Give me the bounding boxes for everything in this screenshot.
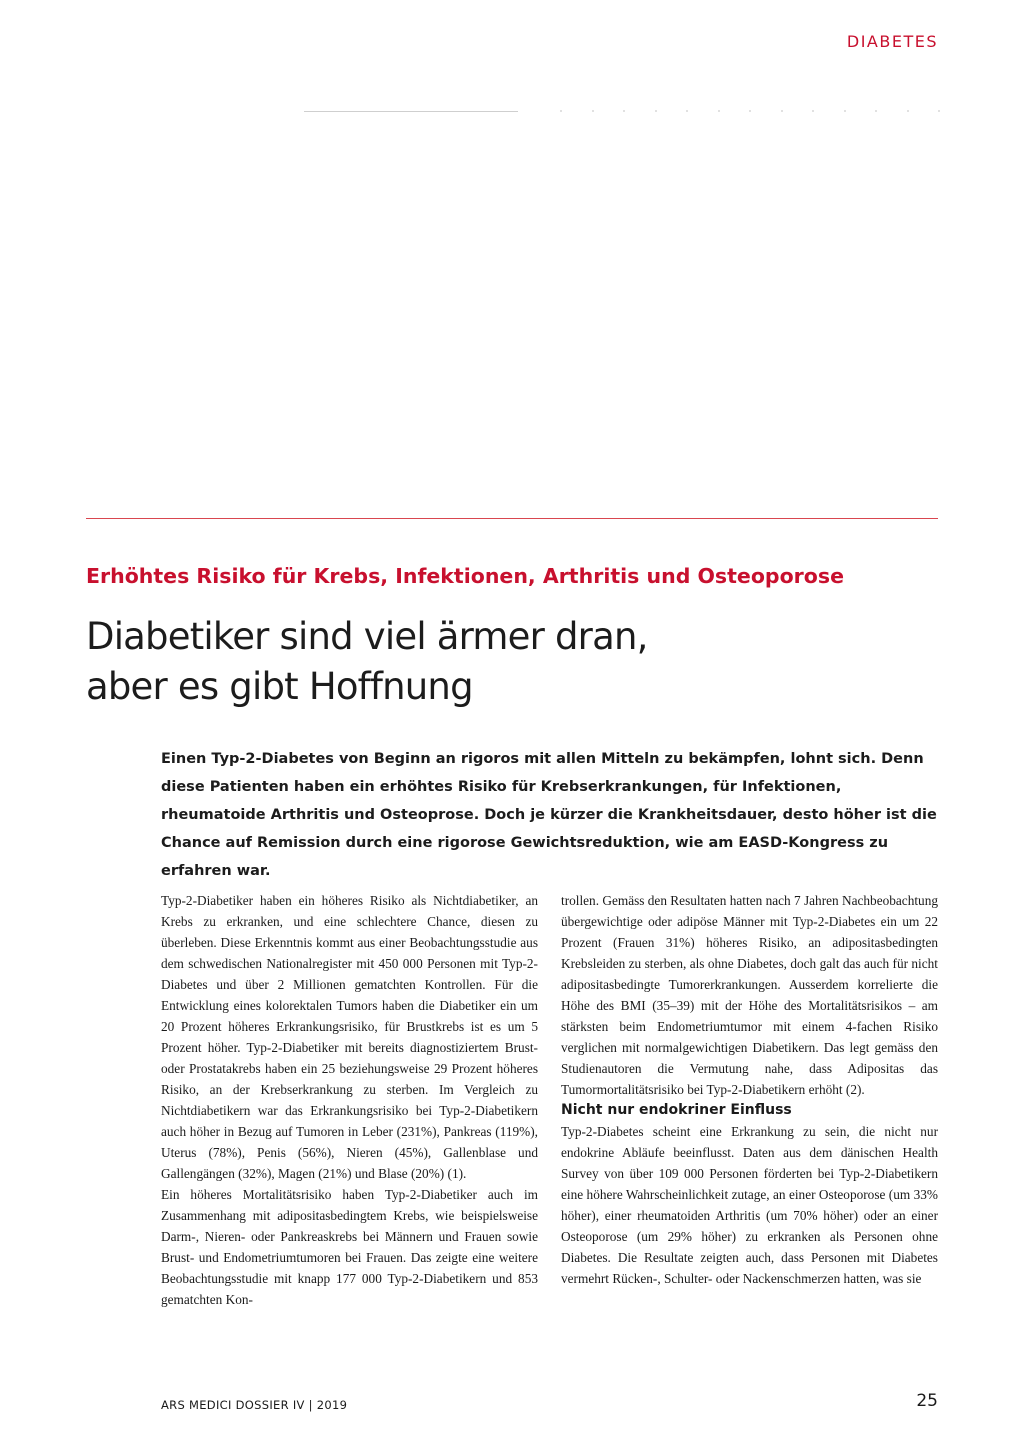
body-paragraph: Ein höheres Mortalitätsrisiko haben Typ-2-Diabetiker auch im Zusammenhang mit adipositasbedingtem Krebs, wie beispielsweise Darm-, Nieren- oder Pankreaskrebs bei Männern und Frauen sowie Brust- und Endometriumtumoren bei Frauen. Das zeigte eine weitere Beobachtungsstudie mit knapp 177 000 Typ-2-Diabetikern und 853 gematchten Kon- [161, 1187, 538, 1307]
headline-line-1: Diabetiker sind viel ärmer dran, [86, 615, 648, 658]
body-column-left [161, 890, 538, 1310]
body-paragraph: trollen. Gemäss den Resultaten hatten nach 7 Jahren Nachbeobachtung übergewichtige oder adipöse Männer mit Typ-2-Diabetes ein um 22 Prozent (Frauen 31%) höheres Risiko, an adipositasbedingten Krebsleiden zu sterben, als ohne Diabetes, doch galt das auch für nicht adipositasbedingte Tumorerkrankungen. Ausserdem korrelierte die Höhe des BMI (35–39) mit der Höhe des Mortalitätsrisikos – am stärksten beim Endometriumtumor mit einem 4-fachen Risiko verglichen mit normalgewichtigen Diabetikern. Das legt gemäss den Studienautoren die Vermutung nahe, dass Adipositas das Tumormortalitätsrisiko bei Typ-2-Diabetikern erhöht (2). [561, 893, 938, 1097]
headline-line-2: aber es gibt Hoffnung [86, 665, 473, 708]
footer-publication: ARS MEDICI DOSSIER IV | 2019 [161, 1398, 348, 1412]
section-tag: DIABETES [846, 32, 938, 51]
section-subheading: Nicht nur endokriner Einfluss [561, 1102, 792, 1118]
article-lead: Einen Typ-2-Diabetes von Beginn an rigoros mit allen Mitteln zu bekämpfen, lohnt sich. Denn diese Patienten haben ein erhöhtes Risiko für Krebserkrankungen, für Infektionen, rheumatoide Arthritis und Osteoprose. Doch je kürzer die Krankheitsdauer, desto höher ist die Chance auf Remission durch eine rigorose Gewichtsreduktion, wie am EASD-Kongress zu erfahren war. [161, 751, 937, 879]
page-number: 25 [916, 1391, 938, 1411]
top-divider [304, 111, 518, 112]
body-column-right [561, 890, 938, 1289]
body-paragraph: Typ-2-Diabetiker haben ein höheres Risiko als Nichtdiabetiker, an Krebs zu erkranken, und eine schlechtere Chance, diesen zu überleben. Diese Erkenntnis kommt aus einer Beobachtungsstudie aus dem schwedischen Nationalregister mit 450 000 Personen mit Typ-2-Diabetes und über 2 Millionen gematchten Kontrollen. Für die Entwicklung eines kolorektalen Tumors haben die Diabetiker ein um 20 Prozent höheres Erkrankungsrisiko, für Brustkrebs ist es um 5 Prozent höher. Typ-2-Diabetiker mit bereits diagnostiziertem Brust- oder Prostatakrebs haben ein 25 beziehungsweise 29 Prozent höheres Risiko, an der Krebserkrankung zu sterben. Im Vergleich zu Nichtdiabetikern war das Erkrankungsrisiko bei Typ-2-Diabetikern auch höher in Bezug auf Tumoren in Leber (231%), Pankreas (119%), Uterus (78%), Penis (56%), Nieren (45%), Gallenblase und Gallengängen (32%), Magen (21%) und Blase (20%) (1). [161, 893, 538, 1181]
article-kicker: Erhöhtes Risiko für Krebs, Infektionen, Arthritis und Osteoporose [86, 564, 844, 588]
body-paragraph: Typ-2-Diabetes scheint eine Erkrankung zu sein, die nicht nur endokrine Abläufe beeinflusst. Daten aus dem dänischen Health Survey von über 109 000 Personen förderten bei Typ-2-Diabetikern eine höhere Wahrscheinlichkeit zutage, an einer Osteoporose (um 33% höher), einer rheumatoiden Arthritis (um 70% höher) oder an einer Osteoporose (um 29% höher) zu erkranken als Personen ohne Diabetes. Die Resultate zeigten auch, dass Personen mit Diabetes vermehrt Rücken-, Schulter- oder Nackenschmerzen hatten, was sie [561, 1124, 938, 1286]
article-top-rule [86, 518, 938, 519]
faint-artifact-row [560, 104, 940, 118]
article-headline [86, 612, 946, 712]
